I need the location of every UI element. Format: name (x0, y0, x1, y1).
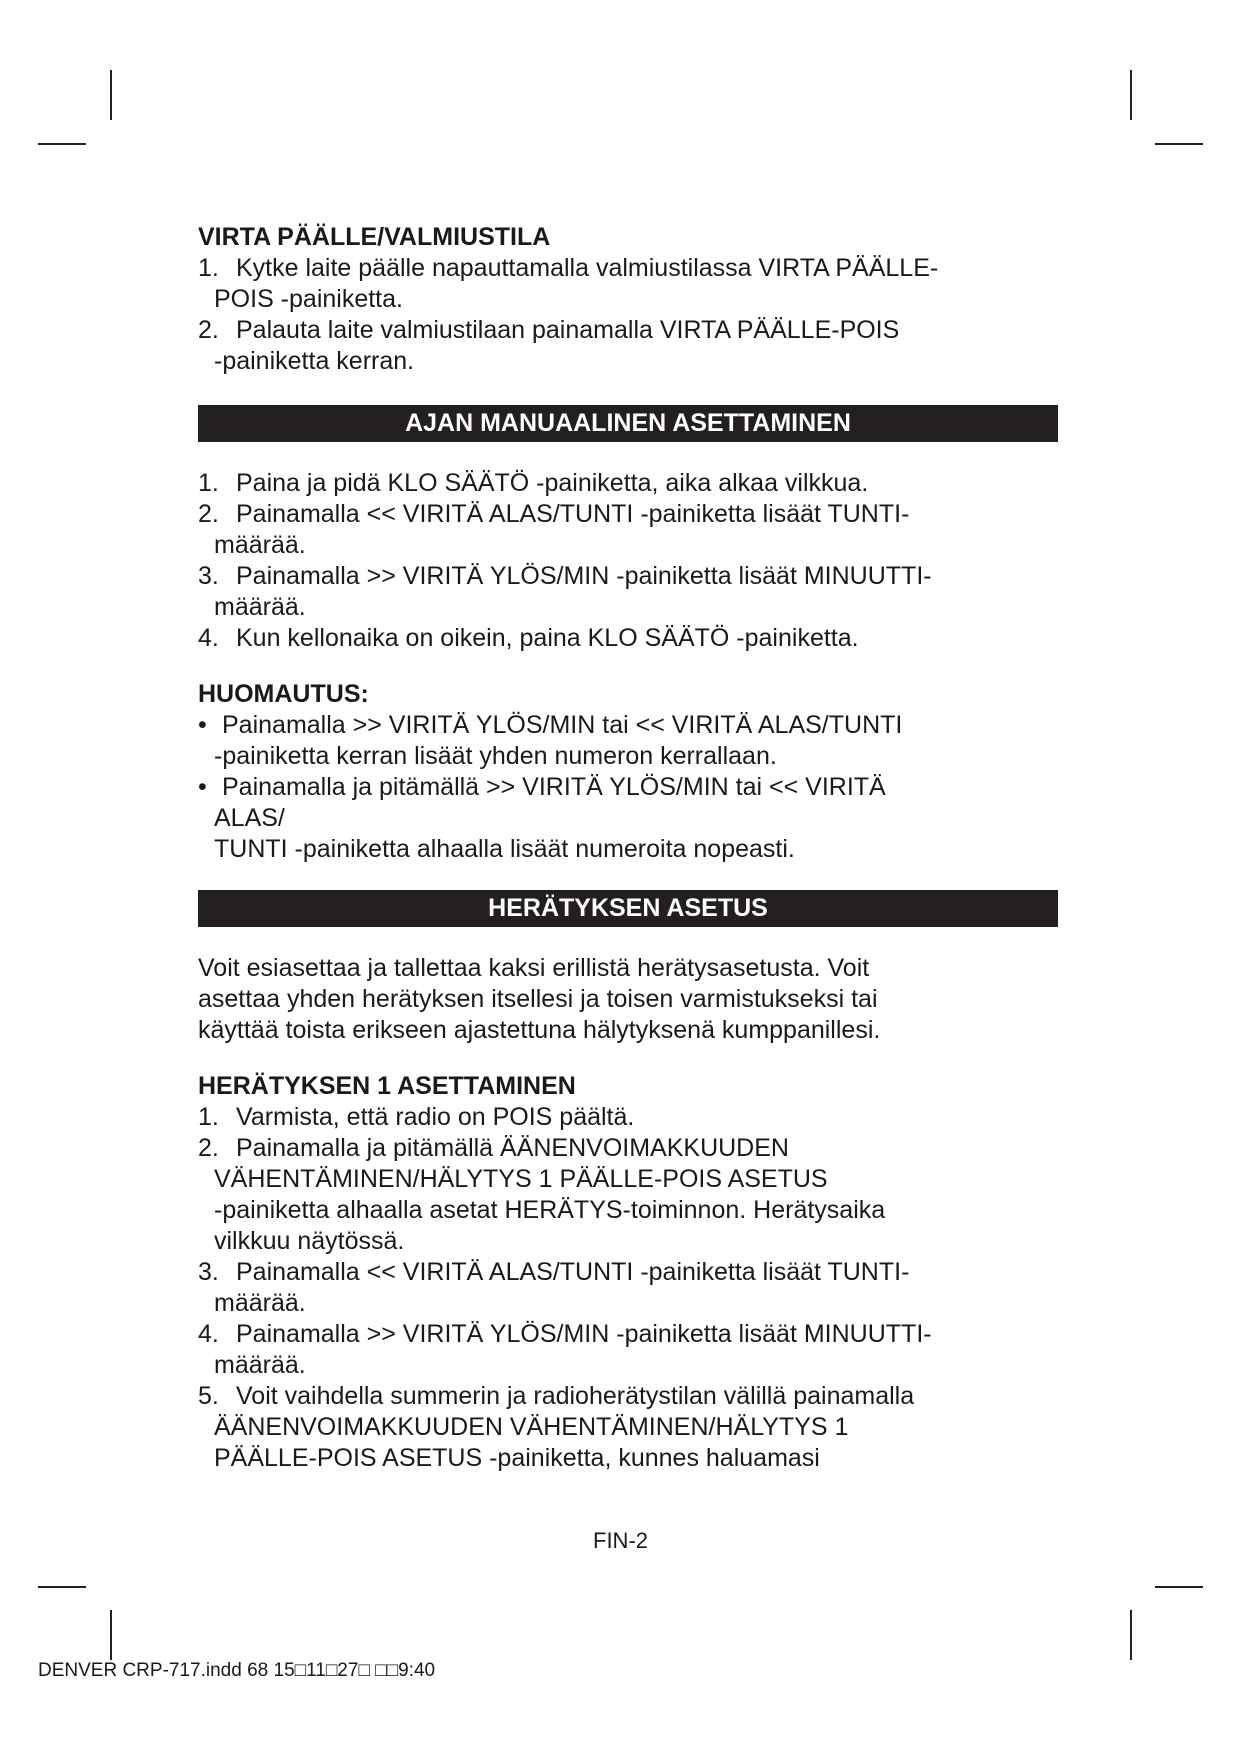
item-number: 2. (198, 500, 219, 528)
crop-mark (38, 1586, 86, 1588)
list-item (198, 253, 1058, 315)
section-bar-alarm: HERÄTYKSEN ASETUS (198, 890, 1058, 927)
crop-mark (1130, 1610, 1132, 1660)
item-text: vilkkuu näytössä. (214, 1227, 405, 1255)
item-text: ÄÄNENVOIMAKKUUDEN VÄHENTÄMINEN/HÄLYTYS 1 (214, 1413, 849, 1441)
crop-mark (110, 70, 112, 120)
item-number: 2. (198, 316, 219, 344)
list-item (198, 499, 1058, 561)
item-text: määrää. (214, 531, 306, 559)
print-slug: DENVER CRP-717.indd 68 15□11□27□ □□9:40 (38, 1660, 436, 1681)
item-text: Kytke laite päälle napauttamalla valmiustilassa VIRTA PÄÄLLE- (236, 254, 939, 282)
list-item (198, 623, 1058, 654)
item-text: POIS -painiketta. (214, 285, 403, 313)
item-text: -painiketta kerran. (214, 347, 415, 375)
note-text: ALAS/ (214, 804, 285, 832)
item-text: Voit vaihdella summerin ja radioherätystilan välillä painamalla (236, 1382, 915, 1410)
alarm-intro-line: Voit esiasettaa ja tallettaa kaksi erillistä herätysasetusta. Voit (198, 954, 870, 982)
item-text: määrää. (214, 593, 306, 621)
note-item (198, 772, 1058, 865)
item-number: 2. (198, 1134, 219, 1162)
section-bar-time: AJAN MANUAALINEN ASETTAMINEN (198, 405, 1058, 442)
item-text: Painamalla >> VIRITÄ YLÖS/MIN -painiketta lisäät MINUUTTI- (236, 562, 932, 590)
list-item (198, 468, 1058, 499)
item-text: Varmista, että radio on POIS päältä. (236, 1103, 635, 1131)
item-number: 1. (198, 469, 219, 497)
list-item (198, 561, 1058, 623)
crop-mark (1155, 143, 1203, 145)
crop-mark (1155, 1586, 1203, 1588)
item-text: VÄHENTÄMINEN/HÄLYTYS 1 PÄÄLLE-POIS ASETUS (214, 1165, 828, 1193)
note-text: Painamalla >> VIRITÄ YLÖS/MIN tai << VIRITÄ ALAS/TUNTI (222, 711, 903, 739)
item-text: Kun kellonaika on oikein, paina KLO SÄÄTÖ -painiketta. (236, 624, 859, 652)
item-text: Paina ja pidä KLO SÄÄTÖ -painiketta, aika alkaa vilkkua. (236, 469, 869, 497)
note-text: -painiketta kerran lisäät yhden numeron kerrallaan. (214, 742, 777, 770)
note-text: TUNTI -painiketta alhaalla lisäät numeroita nopeasti. (214, 835, 795, 863)
crop-mark (1130, 70, 1132, 120)
alarm-intro-line: käyttää toista erikseen ajastettuna hälytyksenä kumppanillesi. (198, 1016, 881, 1044)
item-number: 5. (198, 1382, 219, 1410)
list-item (198, 1102, 1058, 1133)
item-text: Painamalla << VIRITÄ ALAS/TUNTI -painiketta lisäät TUNTI- (236, 500, 910, 528)
item-text: määrää. (214, 1351, 306, 1379)
note-item (198, 710, 1058, 772)
bullet-icon: • (198, 773, 207, 801)
page-content (198, 222, 1058, 1474)
item-text: Palauta laite valmiustilaan painamalla VIRTA PÄÄLLE-POIS (236, 316, 900, 344)
note-text: Painamalla ja pitämällä >> VIRITÄ YLÖS/MIN tai << VIRITÄ (222, 773, 886, 801)
list-item (198, 1257, 1058, 1319)
item-number: 4. (198, 1320, 219, 1348)
list-item (198, 1133, 1058, 1257)
section-heading-alarm1: HERÄTYKSEN 1 ASETTAMINEN (198, 1072, 576, 1100)
note-heading: HUOMAUTUS: (198, 680, 369, 708)
item-text: Painamalla << VIRITÄ ALAS/TUNTI -painiketta lisäät TUNTI- (236, 1258, 910, 1286)
item-number: 3. (198, 1258, 219, 1286)
list-item (198, 1319, 1058, 1381)
alarm-intro-line: asettaa yhden herätyksen itsellesi ja toisen varmistukseksi tai (198, 985, 878, 1013)
bullet-icon: • (198, 711, 207, 739)
item-text: -painiketta alhaalla asetat HERÄTYS-toiminnon. Herätysaika (214, 1196, 886, 1224)
list-item (198, 1381, 1058, 1474)
item-text: määrää. (214, 1289, 306, 1317)
list-item (198, 315, 1058, 377)
crop-mark (38, 143, 86, 145)
crop-mark (110, 1610, 112, 1660)
item-number: 1. (198, 1103, 219, 1131)
section-heading-power: VIRTA PÄÄLLE/VALMIUSTILA (198, 223, 551, 251)
item-number: 1. (198, 254, 219, 282)
item-text: PÄÄLLE-POIS ASETUS -painiketta, kunnes haluamasi (214, 1444, 820, 1472)
item-number: 4. (198, 624, 219, 652)
page-number: FIN-2 (593, 1528, 648, 1553)
item-text: Painamalla >> VIRITÄ YLÖS/MIN -painiketta lisäät MINUUTTI- (236, 1320, 932, 1348)
item-number: 3. (198, 562, 219, 590)
item-text: Painamalla ja pitämällä ÄÄNENVOIMAKKUUDEN (236, 1134, 789, 1162)
